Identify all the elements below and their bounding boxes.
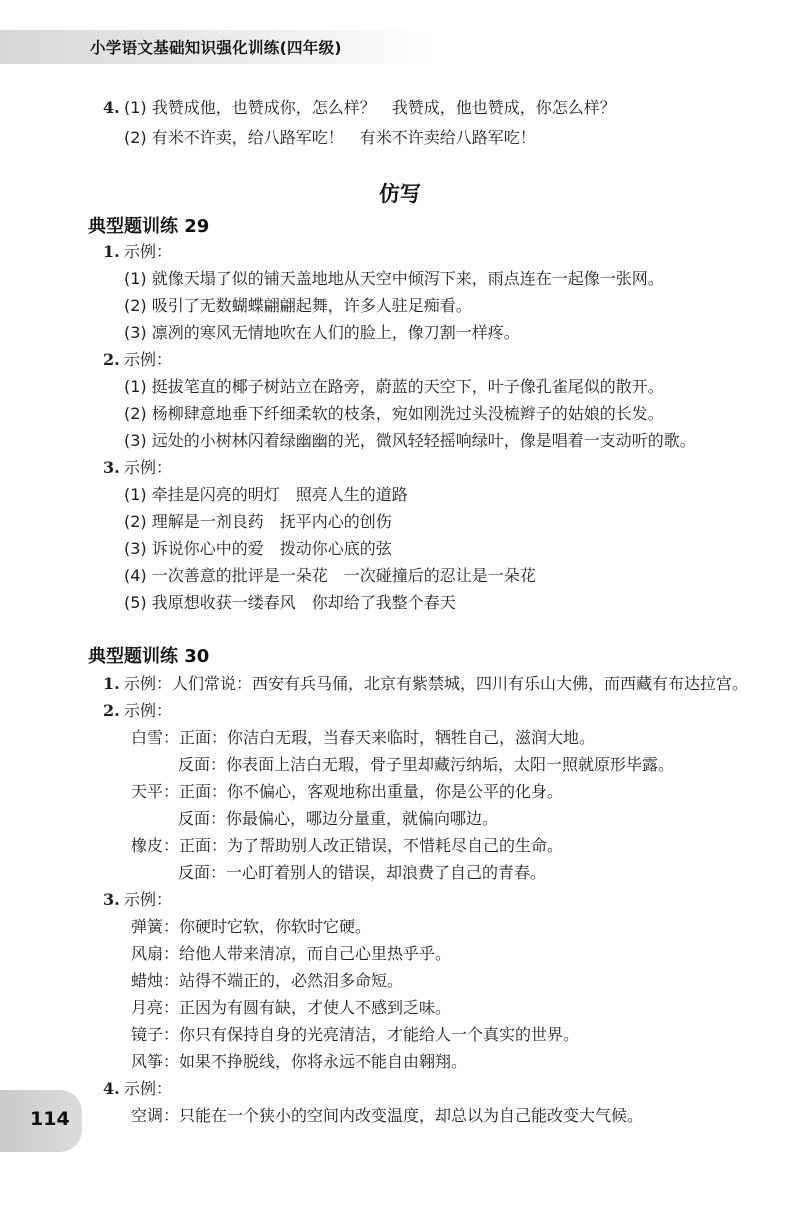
ex30-q1-answer: 示例：人们常说：西安有兵马俑，北京有紫禁城，四川有乐山大佛，而西藏有布达拉宫。 — [124, 674, 749, 693]
ex30-q2-heading: 示例： — [124, 701, 173, 720]
ex30-q4-heading: 示例： — [124, 1079, 173, 1098]
page-number: 114 — [30, 1108, 70, 1130]
ex30-q1-number: 1. — [103, 674, 120, 693]
item-number-4: 4. — [103, 98, 120, 117]
ex30-q3-number: 3. — [103, 890, 120, 909]
ex30-q2-number: 2. — [103, 701, 120, 720]
top-q4-line-1: (1) 我赞成他，也赞成你，怎么样？ 我赞成，他也赞成，你怎么样？ — [124, 98, 616, 117]
ex29-q3-answer-4: (4) 一次善意的批评是一朵花 一次碰撞后的忍让是一朵花 — [124, 566, 536, 585]
ex30-q3-heading: 示例： — [124, 890, 173, 909]
ex30-eraser-positive: 橡皮：正面：为了帮助别人改正错误，不惜耗尽自己的生命。 — [131, 836, 564, 855]
ex30-q3-answer-3: 蜡烛：站得不端正的，必然泪多命短。 — [131, 971, 404, 990]
ex30-scale-positive: 天平：正面：你不偏心，客观地称出重量，你是公平的化身。 — [131, 782, 564, 801]
ex30-q3-answer-5: 镜子：你只有保持自身的光亮清洁，才能给人一个真实的世界。 — [131, 1025, 580, 1044]
ex29-q3-answer-5: (5) 我原想收获一缕春风 你却给了我整个春天 — [124, 593, 456, 612]
ex29-q2-heading: 示例： — [124, 350, 173, 369]
ex29-q2-answer-3: (3) 远处的小树林闪着绿幽幽的光，微风轻轻摇响绿叶，像是唱着一支动听的歌。 — [124, 431, 696, 450]
ex29-q1-heading: 示例： — [124, 242, 173, 261]
ex29-q3-answer-2: (2) 理解是一剂良药 抚平内心的创伤 — [124, 512, 392, 531]
ex29-q2-answer-1: (1) 挺拔笔直的椰子树站立在路旁，蔚蓝的天空下，叶子像孔雀尾似的散开。 — [124, 377, 664, 396]
ex29-q2-answer-2: (2) 杨柳肆意地垂下纤细柔软的枝条，宛如刚洗过头没梳辫子的姑娘的长发。 — [124, 404, 664, 423]
ex30-q4-answer-1: 空调：只能在一个狭小的空间内改变温度，却总以为自己能改变大气候。 — [131, 1106, 644, 1125]
ex29-q3-heading: 示例： — [124, 458, 173, 477]
ex30-snow-negative: 反面：你表面上洁白无瑕，骨子里却藏污纳垢，太阳一照就原形毕露。 — [178, 755, 675, 774]
ex30-q3-answer-1: 弹簧：你硬时它软，你软时它硬。 — [131, 917, 372, 936]
ex30-q3-answer-4: 月亮：正因为有圆有缺，才使人不感到乏味。 — [131, 998, 452, 1017]
ex29-q3-answer-3: (3) 诉说你心中的爱 拨动你心底的弦 — [124, 539, 392, 558]
ex29-q1-number: 1. — [103, 242, 120, 261]
exercise-30-title: 典型题训练 30 — [88, 646, 210, 667]
exercise-29-title: 典型题训练 29 — [88, 216, 210, 237]
top-q4-line-2: (2) 有米不许卖，给八路军吃！ 有米不许卖给八路军吃！ — [124, 128, 536, 147]
ex29-q1-answer-2: (2) 吸引了无数蝴蝶翩翩起舞，许多人驻足痴看。 — [124, 296, 472, 315]
ex29-q1-answer-1: (1) 就像天塌了似的铺天盖地地从天空中倾泻下来，雨点连在一起像一张网。 — [124, 269, 664, 288]
ex30-snow-positive: 白雪：正面：你洁白无瑕，当春天来临时，牺牲自己，滋润大地。 — [131, 728, 596, 747]
ex29-q3-number: 3. — [103, 458, 120, 477]
ex29-q2-number: 2. — [103, 350, 120, 369]
ex30-q3-answer-6: 风筝：如果不挣脱线，你将永远不能自由翱翔。 — [131, 1052, 468, 1071]
book-title: 小学语文基础知识强化训练(四年级) — [90, 39, 342, 57]
ex30-eraser-negative: 反面：一心盯着别人的错误，却浪费了自己的青春。 — [178, 863, 547, 882]
ex29-q3-answer-1: (1) 牵挂是闪亮的明灯 照亮人生的道路 — [124, 485, 408, 504]
ex29-q1-answer-3: (3) 凛冽的寒风无情地吹在人们的脸上，像刀割一样疼。 — [124, 323, 520, 342]
ex30-scale-negative: 反面：你最偏心，哪边分量重，就偏向哪边。 — [178, 809, 499, 828]
ex30-q4-number: 4. — [103, 1079, 120, 1098]
section-title: 仿写 — [379, 182, 421, 206]
ex30-q3-answer-2: 风扇：给他人带来清凉，而自己心里热乎乎。 — [131, 944, 452, 963]
